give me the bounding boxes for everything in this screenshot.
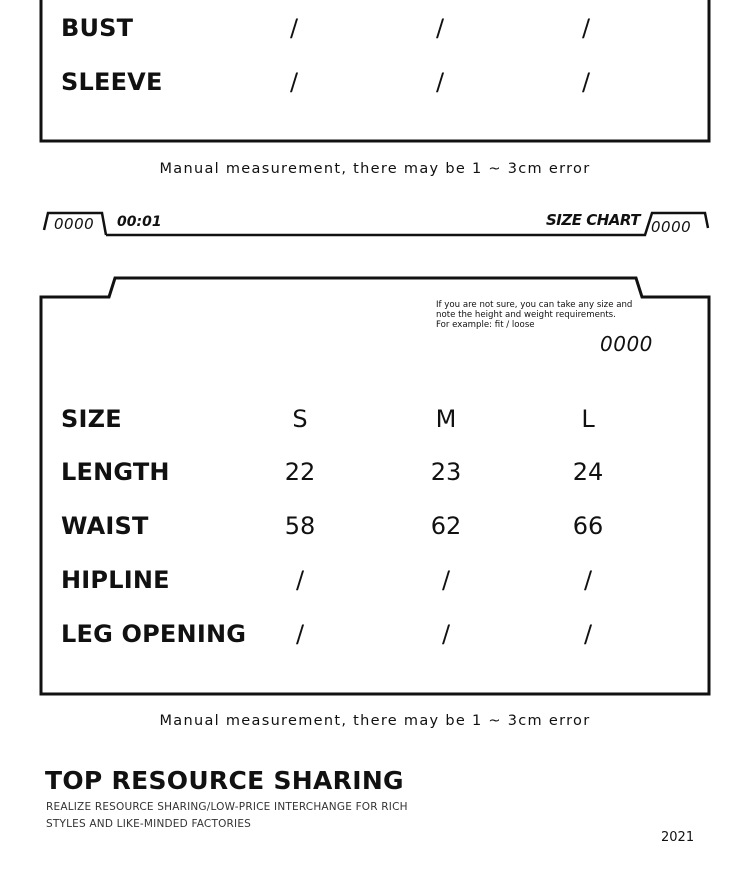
top-row-value: /: [435, 68, 445, 96]
size-header-value: L: [581, 405, 595, 433]
top-row-label: SLEEVE: [61, 68, 163, 96]
table-row-label: HIPLINE: [61, 566, 170, 594]
top-row-value: /: [435, 14, 445, 42]
table-cell: /: [441, 620, 451, 648]
table-row-label: WAIST: [61, 512, 149, 540]
divider-left-box-text: 0000: [54, 215, 95, 233]
size-hint-line: For example: fit / loose: [436, 320, 535, 330]
divider-right-box-text: 0000: [651, 218, 692, 236]
table-cell: /: [441, 566, 451, 594]
size-header-label: SIZE: [61, 405, 122, 433]
table-cell: /: [295, 566, 305, 594]
size-header-value: S: [292, 405, 308, 433]
top-row-value: /: [289, 68, 299, 96]
table-cell: /: [583, 620, 593, 648]
table-cell: 24: [572, 458, 604, 486]
table-cell: 62: [430, 512, 462, 540]
top-row-value: /: [581, 14, 591, 42]
table-row-label: LENGTH: [61, 458, 170, 486]
size-hint: [436, 300, 632, 330]
measurement-note: Manual measurement, there may be 1 ~ 3cm error: [159, 713, 591, 729]
divider-time: 00:01: [117, 214, 162, 230]
footer-subtitle-line: STYLES AND LIKE-MINDED FACTORIES: [46, 818, 252, 830]
table-cell: 22: [284, 458, 316, 486]
footer-subtitle-line: REALIZE RESOURCE SHARING/LOW-PRICE INTERCHANGE FOR RICH: [46, 801, 408, 813]
table-cell: 58: [284, 512, 316, 540]
hint-box-text: 0000: [600, 332, 653, 356]
top-row-value: /: [581, 68, 591, 96]
measurement-note: Manual measurement, there may be 1 ~ 3cm error: [159, 161, 591, 177]
top-row-value: /: [289, 14, 299, 42]
footer-year: 2021: [661, 830, 695, 845]
size-header-value: M: [435, 405, 457, 433]
table-cell: /: [583, 566, 593, 594]
size-hint-line: note the height and weight requirements.: [436, 310, 616, 320]
top-row-label: BUST: [61, 14, 134, 42]
size-hint-line: If you are not sure, you can take any size and: [436, 300, 633, 310]
table-row-label: LEG OPENING: [61, 620, 247, 648]
table-cell: 23: [430, 458, 462, 486]
table-cell: 66: [572, 512, 604, 540]
footer-subtitle: [46, 799, 446, 833]
size-chart-title: SIZE CHART: [546, 211, 641, 229]
footer-title: TOP RESOURCE SHARING: [45, 766, 404, 795]
table-cell: /: [295, 620, 305, 648]
